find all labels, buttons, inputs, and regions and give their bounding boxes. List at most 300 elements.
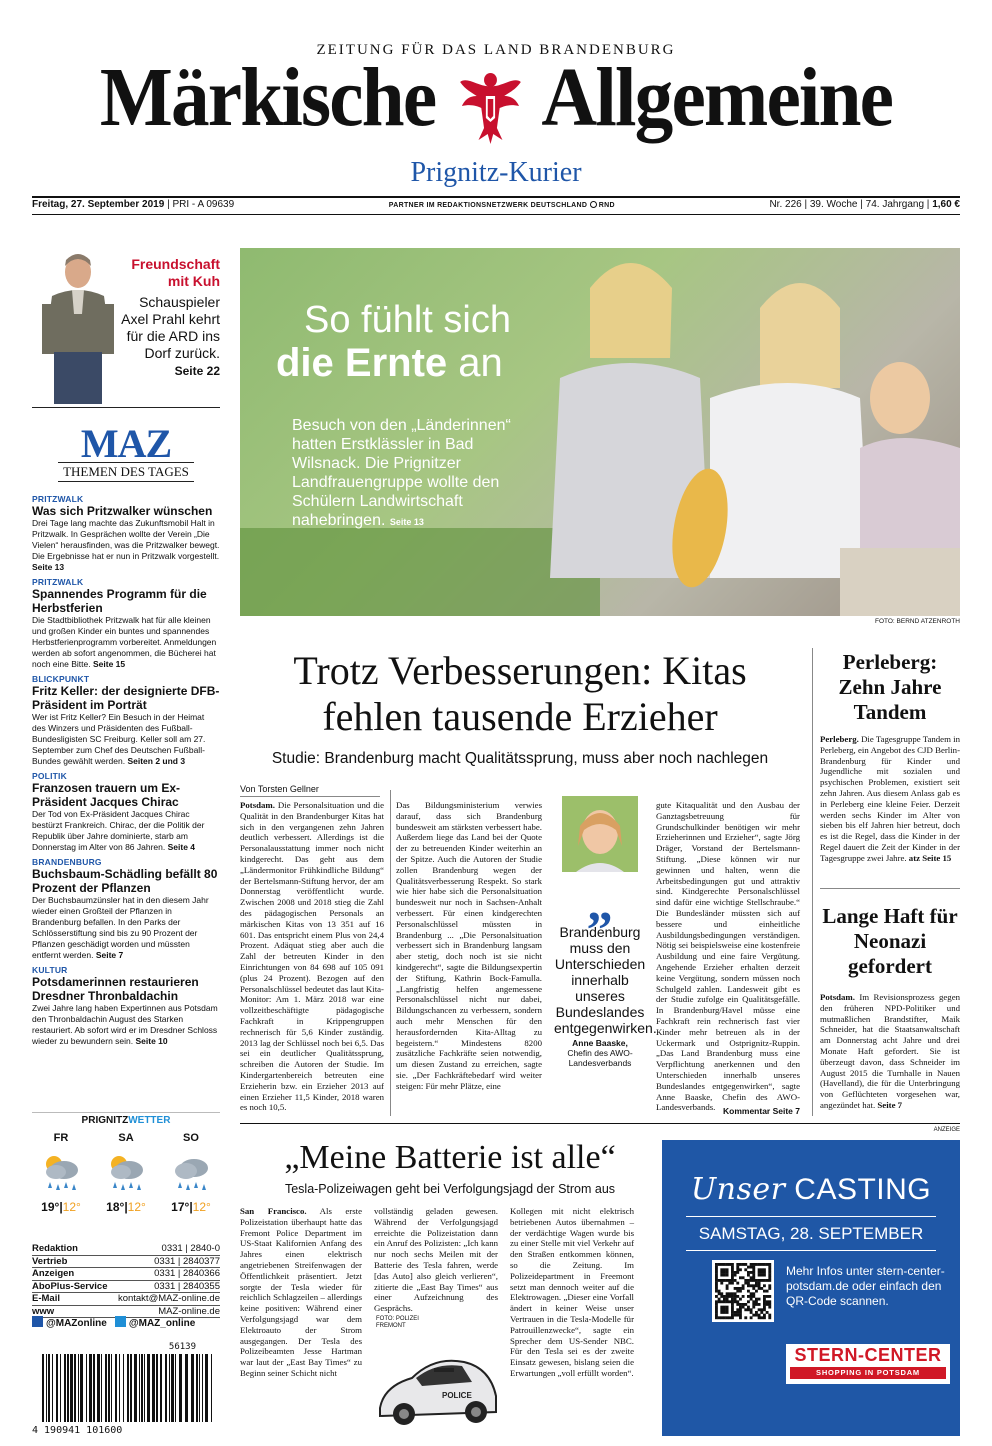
- barcode-bar: [46, 1354, 47, 1422]
- barcode-bar: [42, 1354, 44, 1422]
- qr-module: [731, 1316, 734, 1319]
- qr-module: [744, 1279, 747, 1282]
- barcode-bar: [123, 1354, 124, 1422]
- qr-module: [766, 1263, 769, 1266]
- quote-mark-icon: „: [587, 875, 613, 932]
- qr-module: [726, 1292, 729, 1295]
- teaser-title: Freundschaft mit Kuh: [131, 256, 220, 289]
- qr-module: [768, 1295, 771, 1298]
- qr-module: [760, 1308, 763, 1311]
- barcode-bar: [156, 1354, 158, 1422]
- contact-label: Redaktion: [32, 1243, 78, 1254]
- qr-module: [715, 1314, 718, 1317]
- barcode-bar: [152, 1354, 155, 1422]
- theme-text: Zwei Jahre lang haben Expertinnen aus Potsdam den Thronbaldachin August des Starken restauriert. Ab sofort wird er im Dresdner Schloss wieder zu bewundern sein.: [32, 1003, 218, 1046]
- qr-module: [723, 1274, 726, 1277]
- qr-module: [758, 1282, 761, 1285]
- barcode-bar: [119, 1354, 120, 1422]
- qr-module: [742, 1295, 745, 1298]
- qr-module: [731, 1298, 734, 1301]
- qr-module: [728, 1282, 731, 1285]
- qr-module: [747, 1271, 750, 1274]
- teaser-page-ref[interactable]: Seite 22: [174, 364, 220, 378]
- theme-text: Der Buchsbaumzünsler hat in den diesem Jahr wieder einen Großteil der Pflanzen in Brandenburg befallen. In den Parks der Schlösserstiftung sind bis zu 90 Prozent der Pflanzen geschädigt worden und müssten entfernt werden.: [32, 895, 209, 960]
- qr-module: [763, 1290, 766, 1293]
- qr-module: [758, 1287, 761, 1290]
- qr-module: [768, 1271, 771, 1274]
- qr-module: [715, 1268, 718, 1271]
- social-links: [32, 1316, 220, 1329]
- theme-text: Wer ist Fritz Keller? Ein Besuch in der Heimat des Winzers und Präsidenten des Fußball-Bundesligisten SC Freiburg. Keller soll am 27. September zum Chef des Deutschen Fußball-Bundes gewählt werden.: [32, 712, 206, 766]
- contact-value[interactable]: 0331 | 2840355: [154, 1280, 220, 1292]
- lead-headline[interactable]: [240, 648, 800, 740]
- qr-module: [736, 1295, 739, 1298]
- photo-caption-line2: FREMONT: [376, 1323, 406, 1329]
- rain-cloud-icon: [166, 1150, 216, 1196]
- qr-module: [718, 1290, 721, 1293]
- masthead-rule-top: [32, 196, 960, 198]
- qr-module: [731, 1276, 734, 1279]
- week-number: 39. Woche: [809, 199, 858, 210]
- theme-item[interactable]: [32, 857, 220, 961]
- qr-module: [768, 1266, 771, 1269]
- qr-module: [763, 1300, 766, 1303]
- qr-module: [739, 1303, 742, 1306]
- qr-module: [758, 1274, 761, 1277]
- issue-number: Nr. 226: [769, 199, 802, 210]
- ad-date: SAMSTAG, 28. SEPTEMBER: [698, 1224, 924, 1243]
- qr-module: [728, 1279, 731, 1282]
- barcode-bar: [78, 1354, 79, 1422]
- qr-module: [723, 1279, 726, 1282]
- quote-portrait: [562, 796, 638, 872]
- qr-module: [752, 1271, 755, 1274]
- theme-headline: Was sich Pritzwalker wünschen: [32, 504, 213, 518]
- hero-title-line1: So fühlt sich: [304, 299, 511, 341]
- qr-module: [715, 1282, 718, 1285]
- ad-title-caps: CASTING: [794, 1173, 932, 1206]
- qr-module: [739, 1306, 742, 1309]
- masthead-tagline: ZEITUNG FÜR DAS LAND BRANDENBURG: [316, 42, 676, 58]
- photo-caption-line1: FOTO: POLIZEI: [376, 1316, 419, 1322]
- qr-module: [720, 1263, 723, 1266]
- side-story-2-body: [820, 992, 960, 1111]
- qr-module: [715, 1316, 718, 1319]
- logo-claim: SHOPPING IN POTSDAM: [790, 1367, 946, 1379]
- rnd-label: RND: [598, 201, 615, 209]
- contact-website[interactable]: MAZ-online.de: [158, 1305, 220, 1317]
- qr-module: [739, 1308, 742, 1311]
- qr-module: [715, 1279, 718, 1282]
- qr-module: [763, 1263, 766, 1266]
- hero-title-bold: die Ernte: [276, 341, 448, 385]
- temp-high: 19°: [41, 1200, 60, 1214]
- theme-headline: Potsdamerinnen restaurieren Dresdner Thronbaldachin: [32, 975, 199, 1003]
- qr-module: [723, 1271, 726, 1274]
- qr-module: [731, 1306, 734, 1309]
- theme-item[interactable]: [32, 577, 220, 670]
- barcode-bar: [160, 1354, 162, 1422]
- qr-module: [768, 1303, 771, 1306]
- barcode: [32, 1340, 220, 1436]
- qr-module: [715, 1284, 718, 1287]
- qr-module: [750, 1276, 753, 1279]
- tesla-police-car-icon: [372, 1316, 502, 1436]
- lead-page-ref[interactable]: Kommentar Seite 7: [723, 1106, 800, 1116]
- contact-value[interactable]: 0331 | 2840366: [154, 1268, 220, 1279]
- qr-module: [763, 1271, 766, 1274]
- qr-module: [734, 1292, 737, 1295]
- qr-module: [734, 1314, 737, 1317]
- theme-body: [32, 809, 220, 853]
- quote-text: Brandenburg muss den Unterschieden innerhalb unseres Bundeslandes entgegenwirken.: [554, 924, 657, 1036]
- qr-module: [768, 1314, 771, 1317]
- qr-module: [726, 1279, 729, 1282]
- qr-module: [720, 1295, 723, 1298]
- partner-text: PARTNER IM REDAKTIONSNETZWERK DEUTSCHLAND: [388, 201, 588, 209]
- qr-module: [758, 1308, 761, 1311]
- theme-item[interactable]: [32, 494, 220, 573]
- qr-module: [758, 1263, 761, 1266]
- tesla-headline[interactable]: „Meine Batterie ist alle“: [284, 1139, 616, 1176]
- theme-text: Drei Tage lang machte das Zukunftsmobil Halt in Pritzwalk. In Gesprächen wollte der Verein „Die Vielen“ herausfinden, was die Pritzwalker bewegt. Die Ergebnisse hat er nun in Pritzwalk vorgestellt.: [32, 518, 220, 561]
- theme-item[interactable]: [32, 674, 220, 767]
- qr-module: [755, 1282, 758, 1285]
- price: 1,60 €: [932, 199, 960, 210]
- lead-headline-line1: Trotz Verbesserungen: Kitas: [293, 648, 747, 693]
- qr-module: [750, 1284, 753, 1287]
- barcode-bottom-number: 4 190941 101600: [32, 1425, 123, 1436]
- qr-module: [731, 1263, 734, 1266]
- qr-module: [723, 1300, 726, 1303]
- qr-module: [760, 1287, 763, 1290]
- theme-body: [32, 712, 220, 767]
- barcode-bar: [60, 1354, 61, 1422]
- twitter-handle: @MAZ_online: [128, 1318, 196, 1329]
- qr-module: [736, 1268, 739, 1271]
- weather-title: [32, 1112, 220, 1126]
- weather-day-sa: SA: [118, 1132, 134, 1144]
- qr-module: [731, 1266, 734, 1269]
- contact-value[interactable]: 0331 | 2840377: [154, 1255, 220, 1267]
- qr-module: [723, 1268, 726, 1271]
- theme-headline: Spannendes Programm für die Herbstferien: [32, 587, 207, 615]
- qr-module: [726, 1298, 729, 1301]
- barcode-bar: [179, 1354, 182, 1422]
- qr-module: [768, 1316, 771, 1319]
- qr-module: [723, 1306, 726, 1309]
- qr-module: [720, 1316, 723, 1319]
- qr-module: [736, 1282, 739, 1285]
- theme-text: Die Stadtbibliothek Pritzwalk hat für alle kleinen und großen Kinder ein buntes und spannendes Herbstferienprogramm vorbereitet. Anmeldungen werden ab sofort angenommen, die Bücherei hat noch eine Bitte.: [32, 615, 217, 669]
- qr-module: [742, 1306, 745, 1309]
- qr-module: [760, 1279, 763, 1282]
- qr-module: [758, 1268, 761, 1271]
- barcode-bar: [141, 1354, 143, 1422]
- qr-module: [766, 1303, 769, 1306]
- qr-module: [720, 1274, 723, 1277]
- qr-module: [739, 1311, 742, 1314]
- barcode-top-number: 56139: [168, 1342, 196, 1352]
- qr-module: [766, 1279, 769, 1282]
- lead-headline-line2: fehlen tausende Erzieher: [322, 694, 718, 739]
- barcode-bar: [147, 1354, 150, 1422]
- stern-center-ad[interactable]: [662, 1140, 960, 1436]
- volume-number: 74. Jahrgang: [865, 199, 925, 210]
- hero-caption-text: Besuch von den „Länderinnen“ hatten Erstklässler in Bad Wilsnack. Die Prignitzer Landfrauengruppe wollte den Schülern Landwirtschaft nahebringen.: [292, 417, 511, 529]
- contact-row: [32, 1293, 220, 1306]
- qr-module: [758, 1279, 761, 1282]
- qr-module: [750, 1308, 753, 1311]
- qr-module: [720, 1308, 723, 1311]
- qr-module: [731, 1300, 734, 1303]
- qr-module: [763, 1295, 766, 1298]
- contact-row: [32, 1281, 220, 1294]
- info-bar: [32, 199, 960, 210]
- facebook-handle: @MAZonline: [46, 1318, 107, 1329]
- qr-module: [718, 1316, 721, 1319]
- qr-module: [768, 1276, 771, 1279]
- themes-heading: THEMEN DES TAGES: [58, 462, 194, 482]
- barcode-bar: [64, 1354, 66, 1422]
- hero-photo[interactable]: [240, 248, 960, 616]
- qr-module: [760, 1274, 763, 1277]
- barcode-bar: [175, 1354, 176, 1422]
- qr-module: [755, 1314, 758, 1317]
- lead-subheadline: Studie: Brandenburg macht Qualitätssprung, muss aber noch nachlegen: [271, 750, 769, 767]
- qr-module: [758, 1316, 761, 1319]
- qr-module: [739, 1276, 742, 1279]
- qr-module: [736, 1287, 739, 1290]
- qr-module: [763, 1298, 766, 1301]
- barcode-bar: [127, 1354, 129, 1422]
- qr-module: [731, 1314, 734, 1317]
- qr-module: [763, 1284, 766, 1287]
- qr-module: [731, 1295, 734, 1298]
- theme-body: [32, 615, 220, 670]
- theme-body: [32, 518, 220, 573]
- qr-module: [744, 1308, 747, 1311]
- temp-high: 18°: [106, 1200, 125, 1214]
- temp-low: 12°: [127, 1200, 146, 1214]
- theme-item[interactable]: [32, 965, 220, 1047]
- contact-label: Anzeigen: [32, 1268, 75, 1279]
- theme-page-ref: Seite 13: [32, 562, 65, 572]
- qr-module: [715, 1287, 718, 1290]
- temp-low: 12°: [192, 1200, 211, 1214]
- qr-module: [752, 1314, 755, 1317]
- rain-cloud-sun-icon: [101, 1150, 151, 1196]
- qr-module: [731, 1282, 734, 1285]
- theme-headline: Fritz Keller: der designierte DFB-Präsident im Porträt: [32, 684, 220, 712]
- weather-temp-fr: 19°|12°: [41, 1200, 81, 1214]
- qr-module: [728, 1300, 731, 1303]
- weather-temp-so: 17°|12°: [171, 1200, 211, 1214]
- qr-module: [747, 1308, 750, 1311]
- twitter-icon: [115, 1316, 126, 1327]
- themes-list: [32, 490, 220, 1047]
- twitter-link[interactable]: [115, 1316, 195, 1329]
- lead-text-1: Die Personalsituation und die Qualität in den Brandenburger Kitas hat sich in den vergangenen zehn Jahren deutlich verbessert. Allerdings ist die Personalausstattung immer noch nicht kindgerecht. Das geht aus dem „Ländermonitor Frühkindliche Bildung“ der Bertelsmann-Stiftung hervor, der am Donnerstag veröffentlicht wurde. Zwischen 2008 und 2018 stieg die Zahl des pädagogischen Personals an märkischen Kitas von 13 351 auf 16 601. Das entspricht einem Plus von 24,4 Prozent. Adäquat stieg aber auch die Zahl der betreuten Kinder in den Einrichtungen von 84 698 auf 105 091 (plus 24 Prozent). Bezogen auf den Personalschlüssel bedeutet das laut Kita-Monitor: Am 1. März 2018 war eine vollzeitbeschäftigte pädagogische Fachkraft in Krippengruppen rechnerisch für 5,6 Kinder zuständig. 2013 lag der Schlüssel noch bei 6,5. Das sei ein deutlicher Qualitätssprung, schreiben die Autoren der Studie. Im Kindergartenbereich betreuten eine Erzieherin bzw. ein Erzieher 2013 auf einen Erzieher 11,5 Kinder, 2018 waren es noch 10,5.: [240, 800, 384, 1113]
- qr-module: [758, 1284, 761, 1287]
- issue-date: Freitag, 27. September 2019: [32, 199, 165, 210]
- qr-module: [742, 1284, 745, 1287]
- qr-module: [726, 1287, 729, 1290]
- qr-module: [758, 1298, 761, 1301]
- theme-page-ref: Seite 7: [95, 950, 124, 960]
- right-column-divider: [812, 648, 813, 1116]
- edition-name: Prignitz-Kurier: [410, 157, 582, 188]
- qr-module: [736, 1290, 739, 1293]
- hero-caption: [292, 416, 532, 532]
- qr-module: [755, 1263, 758, 1266]
- barcode-bar: [108, 1354, 110, 1422]
- barcode-bar: [199, 1354, 200, 1422]
- photo-credit: FOTO: BERND ATZENROTH: [875, 618, 960, 625]
- theme-body: [32, 1003, 220, 1047]
- qr-module: [718, 1279, 721, 1282]
- barcode-bar: [70, 1354, 73, 1422]
- qr-module: [760, 1268, 763, 1271]
- contact-email[interactable]: kontakt@MAZ-online.de: [117, 1293, 220, 1304]
- barcode-bar: [89, 1354, 92, 1422]
- qr-module: [723, 1316, 726, 1319]
- qr-module: [747, 1306, 750, 1309]
- police-car-photo: [372, 1316, 502, 1436]
- side-story-2-headline[interactable]: Lange Haft für Neonazi gefordert: [822, 904, 958, 978]
- teaser-body: Schauspieler Axel Prahl kehrt für die ARD ins Dorf zurück.: [121, 294, 220, 361]
- qr-module: [720, 1268, 723, 1271]
- contact-value[interactable]: 0331 | 2840-0: [161, 1243, 220, 1254]
- barcode-bar: [196, 1354, 198, 1422]
- qr-module: [766, 1300, 769, 1303]
- barcode-bar: [115, 1354, 117, 1422]
- qr-module: [715, 1266, 718, 1269]
- qr-module: [755, 1290, 758, 1293]
- qr-module: [734, 1274, 737, 1277]
- qr-module: [728, 1295, 731, 1298]
- qr-module: [750, 1295, 753, 1298]
- qr-module: [744, 1268, 747, 1271]
- qr-module: [715, 1263, 718, 1266]
- barcode-bar: [101, 1354, 102, 1422]
- stern-center-logo: [786, 1344, 950, 1384]
- qr-module: [726, 1300, 729, 1303]
- weather-title-accent: WETTER: [128, 1115, 171, 1126]
- qr-module: [720, 1271, 723, 1274]
- barcode-bar: [144, 1354, 145, 1422]
- facebook-icon: [32, 1316, 43, 1327]
- lead-column-1: [240, 800, 384, 1116]
- theme-item[interactable]: [32, 771, 220, 853]
- qr-module: [763, 1316, 766, 1319]
- rain-cloud-sun-icon: [36, 1150, 86, 1196]
- barcode-bars: [32, 1340, 220, 1436]
- qr-module: [760, 1271, 763, 1274]
- info-left: Freitag, 27. September 2019 | PRI - A 09639: [32, 199, 235, 210]
- qr-module: [763, 1268, 766, 1271]
- barcode-bar: [80, 1354, 83, 1422]
- masthead-logo[interactable]: [40, 51, 953, 146]
- qr-module: [715, 1306, 718, 1309]
- tesla-column-2: vollständig geladen gewesen. Während der Verfolgungsjagd erreichte die Polizeistation dann ein Anruf des Polizisten: „Ich kann nur noch sechs Meilen mit der Batterie des Tesla fahren, werde [das Auto] also gleich verlieren“, zitierte die „East Bay Times“ aus einer Aufzeichnung des Gesprächs.: [374, 1206, 498, 1314]
- qr-module: [766, 1290, 769, 1293]
- weather-temp-sa: 18°|12°: [106, 1200, 146, 1214]
- left-column-rule: [32, 407, 220, 408]
- qr-module: [739, 1298, 742, 1301]
- qr-module: [747, 1300, 750, 1303]
- qr-module: [744, 1263, 747, 1266]
- barcode-bar: [130, 1354, 132, 1422]
- qr-code-icon[interactable]: [712, 1260, 774, 1322]
- qr-module: [715, 1311, 718, 1314]
- masthead-rule-bottom: [32, 214, 960, 215]
- qr-module: [715, 1303, 718, 1306]
- qr-module: [747, 1279, 750, 1282]
- qr-module: [752, 1266, 755, 1269]
- barcode-bar: [211, 1354, 212, 1422]
- qr-module: [734, 1271, 737, 1274]
- qr-module: [747, 1282, 750, 1285]
- barcode-bar: [48, 1354, 50, 1422]
- rnd-icon: [590, 201, 597, 208]
- lead-column-2: Das Bildungsministerium verwies darauf, dass sich Brandenburg bundesweit am stärksten verbessert habe. Außerdem liege das Land bei der Quote der zu betreuenden Kinder weiterhin an der Spitze. Auch die Autoren der Studie zollen Brandenburg wegen der Qualitätsverbesserung Respekt. So stark wie hier habe sich die Personalsituation bundesweit nur noch in Sachsen-Anhalt verbessert. Für einen kindgerechten Personalschlüssel müssten in Brandenburg ... „Die Personalsituation verbessert sich in Brandenburg langsam aber stetig, doch noch ist sie nicht kindgerecht“, sagte die Bildungsexpertin der Stiftung, Kathrin Bock-Famulla. „Langfristig helfen angemessene Personalschlüssel nicht nur dabei, Bildungschancen zu verbessern, sondern auch mehr Menschen für den herausfordernden Kita-Alltag zu begeistern.“ Mindestens 8200 zusätzliche Fachkräfte seien notwendig, um diesen Zustand zu erreichen, sagte sie. „Der Fachkräftebedarf wird weiter steigen: Für mehr Plätze, eine: [396, 800, 542, 1091]
- contact-label: AboPlus-Service: [32, 1280, 108, 1292]
- qr-module: [758, 1271, 761, 1274]
- contact-label: E-Mail: [32, 1293, 60, 1304]
- qr-module: [720, 1282, 723, 1285]
- qr-module: [731, 1279, 734, 1282]
- qr-module: [736, 1311, 739, 1314]
- side-story-1-text: Die Tagesgruppe Tandem in Perleberg, ein Angebot des CJD Berlin-Brandenburg für Kinder und Jugendliche mit sozialen und psychischen Problemen, existiert seit zehn Jahren. Aus diesem Anlass gab es in Perleberg eine kleine Feier. Derzeit werden sechs Kinder im Alter von sieben bis elf Jahren hier betreut, doch es ist die Regel, dass die Kinder in der Regel dauert die Zeit der Kinder in der Tagesgruppe zwei Jahre.: [820, 734, 960, 863]
- qr-module: [742, 1276, 745, 1279]
- theme-body: [32, 895, 220, 961]
- qr-module: [750, 1263, 753, 1266]
- theme-kicker: BLICKPUNKT: [32, 674, 90, 684]
- qr-module: [736, 1308, 739, 1311]
- qr-module: [768, 1287, 771, 1290]
- barcode-bar: [56, 1354, 58, 1422]
- qr-module: [750, 1279, 753, 1282]
- theme-kicker: POLITIK: [32, 771, 67, 781]
- eagle-emblem-icon: [458, 66, 522, 146]
- qr-module: [715, 1276, 718, 1279]
- barcode-bar: [93, 1354, 95, 1422]
- side-story-1-headline[interactable]: Perleberg: Zehn Jahre Tandem: [838, 650, 942, 724]
- qr-module: [739, 1287, 742, 1290]
- facebook-link[interactable]: [32, 1316, 107, 1329]
- qr-module: [736, 1266, 739, 1269]
- contact-label: Vertrieb: [32, 1255, 68, 1267]
- barcode-bar: [139, 1354, 140, 1422]
- barcode-bar: [185, 1354, 188, 1422]
- qr-module: [728, 1263, 731, 1266]
- qr-module: [720, 1292, 723, 1295]
- barcode-bar: [105, 1354, 107, 1422]
- qr-module: [744, 1316, 747, 1319]
- brand-word-right: Allgemeine: [541, 51, 893, 144]
- barcode-bar: [169, 1354, 170, 1422]
- edition-code: PRI - A 09639: [172, 199, 235, 210]
- qr-module: [763, 1303, 766, 1306]
- teaser-promo[interactable]: [32, 244, 220, 406]
- quote-role: Chefin des AWO-Landesverbands: [567, 1048, 633, 1068]
- qr-module: [720, 1279, 723, 1282]
- qr-module: [726, 1311, 729, 1314]
- qr-module: [742, 1287, 745, 1290]
- qr-module: [718, 1300, 721, 1303]
- qr-module: [755, 1300, 758, 1303]
